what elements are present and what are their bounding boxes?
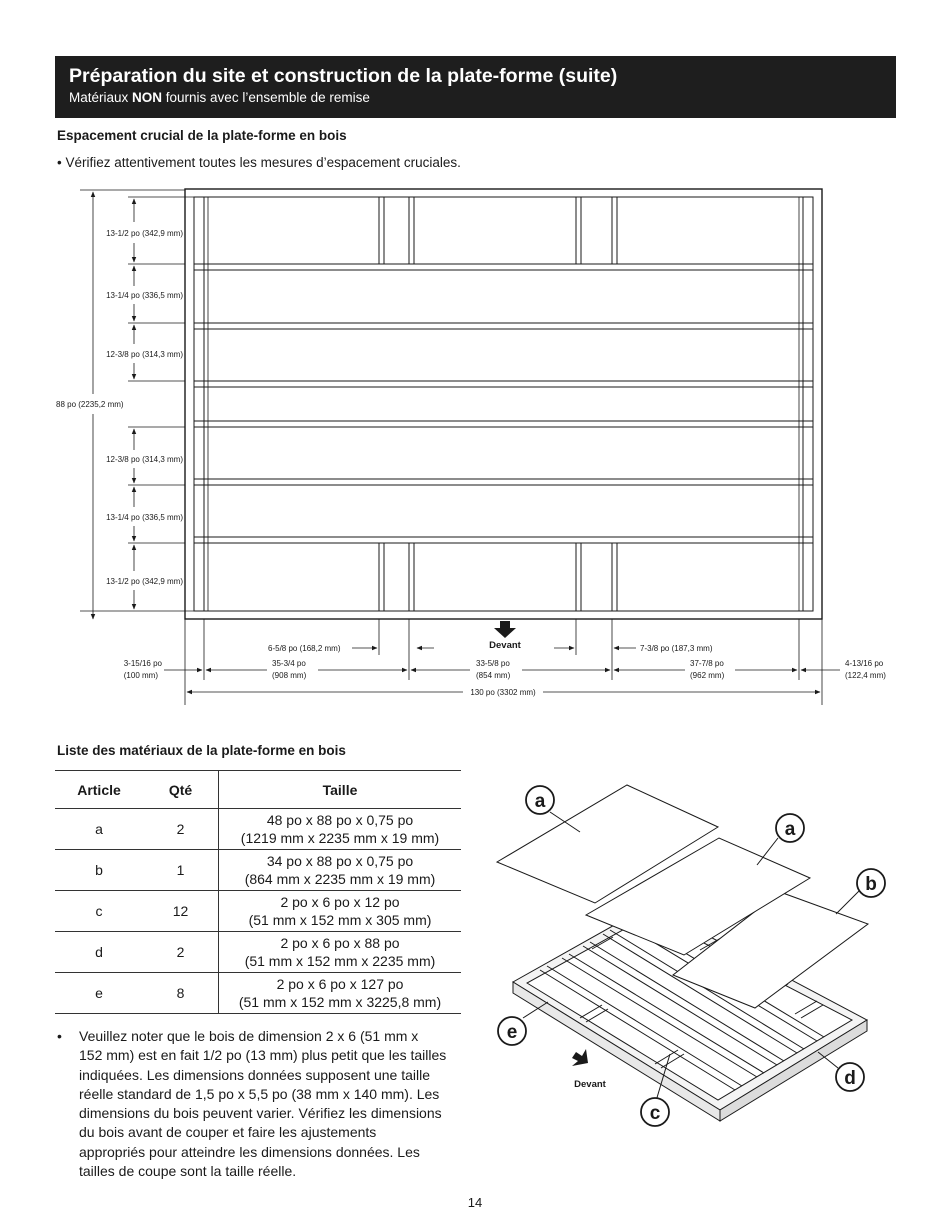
dim-label: 13-1/4 po (336,5 mm) (106, 291, 183, 300)
callout-c (641, 1098, 669, 1126)
dim-label: 35-3/4 po (272, 659, 306, 668)
callout-a (776, 814, 804, 842)
dim-label: (854 mm) (476, 671, 511, 680)
callout-e (498, 1017, 526, 1045)
bullet: • (57, 1028, 62, 1044)
table-row: c 12 2 po x 6 po x 12 po (51 mm x 152 mm x 305 mm) (55, 891, 461, 932)
column-header: Qté (143, 771, 219, 809)
table-header-row (55, 771, 461, 809)
blocking-boards (379, 197, 617, 611)
dim-label: (122,4 mm) (845, 671, 886, 680)
overall-width-label: 130 po (3302 mm) (470, 688, 536, 697)
dim-label: 6-5/8 po (168,2 mm) (268, 644, 341, 653)
dim-label: 3-15/16 po (123, 659, 162, 668)
materials-heading: Liste des matériaux de la plate-forme en bois (57, 743, 346, 758)
dim-label: 4-13/16 po (845, 659, 884, 668)
dim-label: (100 mm) (123, 671, 158, 680)
horizontal-joists (194, 264, 813, 543)
section-title: Préparation du site et construction de la plate-forme (suite) (69, 65, 618, 87)
dim-label: (908 mm) (272, 671, 307, 680)
front-label: Devant (489, 640, 521, 651)
svg-text:e: e (506, 1022, 518, 1043)
dim-label: 7-3/8 po (187,3 mm) (640, 644, 713, 653)
callout-b (857, 869, 885, 897)
lumber-note: • Veuillez noter que le bois de dimension 2 x 6 (51 mm x 152 mm) est en fait 1/2 po (13 mm) plus petit que les tailles indiquées. Les dimensions données supposent une taille réelle standard de 1,5 po x 5,5 po (38 mm x 140 mm). Les dimensions du bois peuvent varier. Vérifiez les dimensions du bois avant de couper et faire les ajustements appropriés pour atteindre les dimensions données. Les tailles de coupe sont la taille réelle. (57, 1028, 447, 1180)
dim-label: 12-3/8 po (314,3 mm) (106, 455, 183, 464)
section-subtitle: Matériaux NON fournis avec l’ensemble de remise (69, 90, 370, 105)
dim-label: 13-1/2 po (342,9 mm) (106, 229, 183, 238)
dim-label: (962 mm) (690, 671, 725, 680)
column-header: Taille (219, 771, 462, 809)
frame-outline (185, 189, 822, 619)
svg-text:d: d (844, 1068, 856, 1089)
exploded-view (497, 785, 868, 1121)
svg-text:a: a (534, 791, 546, 812)
table-row: b 1 34 po x 88 po x 0,75 po (864 mm x 2235 mm x 19 mm) (55, 850, 461, 891)
callout-d (836, 1063, 864, 1091)
dim-label: 37-7/8 po (690, 659, 724, 668)
table-row: a 2 48 po x 88 po x 0,75 po (1219 mm x 2235 mm x 19 mm) (55, 809, 461, 850)
dim-label: 33-5/8 po (476, 659, 510, 668)
dim-label: 12-3/8 po (314,3 mm) (106, 350, 183, 359)
column-header: Article (55, 771, 143, 809)
exploded-front-label: Devant (574, 1079, 606, 1090)
materials-table (55, 770, 461, 1014)
table-row: d 2 2 po x 6 po x 88 po (51 mm x 152 mm x 2235 mm) (55, 932, 461, 973)
spacing-heading: Espacement crucial de la plate-forme en bois (57, 128, 347, 143)
svg-text:a: a (784, 819, 796, 840)
front-arrow-icon (572, 1049, 588, 1066)
overall-depth-label: 88 po (2235,2 mm) (56, 400, 124, 409)
svg-text:c: c (649, 1103, 661, 1124)
dim-label: 13-1/2 po (342,9 mm) (106, 577, 183, 586)
page-number: 14 (467, 1195, 483, 1210)
table-row: e 8 2 po x 6 po x 127 po (51 mm x 152 mm x 3225,8 mm) (55, 973, 461, 1014)
front-arrow-icon (494, 621, 516, 638)
dim-label: 13-1/4 po (336,5 mm) (106, 513, 183, 522)
svg-text:b: b (865, 874, 877, 895)
spacing-bullet: • Vérifiez attentivement toutes les mesures d’espacement cruciales. (57, 155, 461, 170)
callout-a (526, 786, 554, 814)
